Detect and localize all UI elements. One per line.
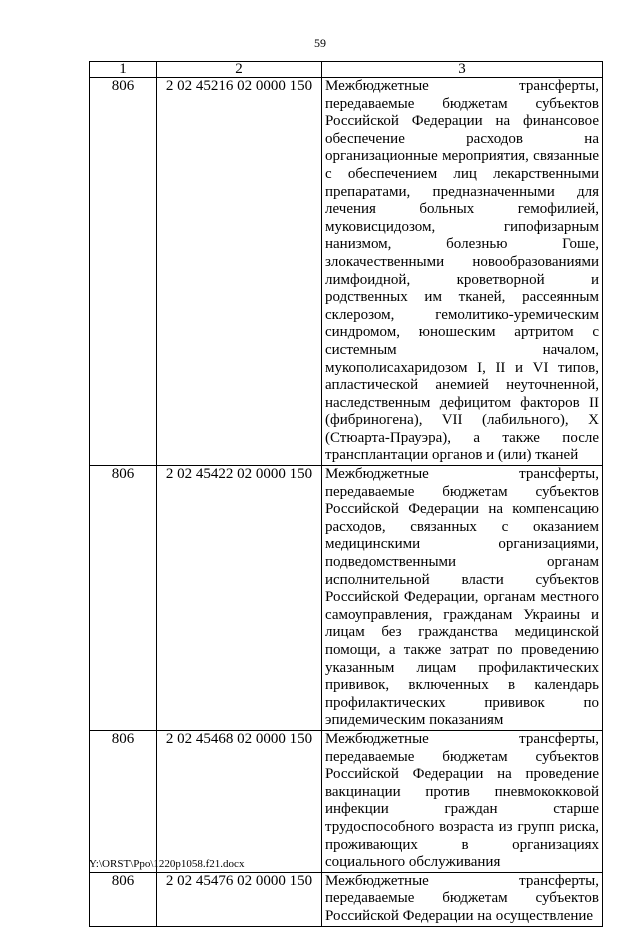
description-cell: Межбюджетные трансферты, передаваемые бюджетам субъектов Российской Федерации на проведение вакцинации против пневмококковой инфекции граждан старше трудоспособного возраста из групп риска, проживающих в организациях социального обслуживания [322, 730, 603, 872]
budget-code-cell: 2 02 45422 02 0000 150 [157, 466, 322, 731]
page-number: 59 [314, 36, 326, 50]
column-header-1: 1 [90, 62, 157, 78]
admin-code-cell: 806 [90, 730, 157, 872]
table-row [90, 78, 603, 466]
budget-code-cell: 2 02 45476 02 0000 150 [157, 872, 322, 926]
budget-code-table [89, 61, 603, 927]
admin-code-cell: 806 [90, 78, 157, 466]
admin-code-cell: 806 [90, 872, 157, 926]
column-header-2: 2 [157, 62, 322, 78]
table-row [90, 730, 603, 872]
admin-code-cell: 806 [90, 466, 157, 731]
description-cell: Межбюджетные трансферты, передаваемые бюджетам субъектов Российской Федерации на финансовое обеспечение расходов на организационные мероприятия, связанные с обеспечением лиц лекарственными препаратами, предназначенными для лечения больных гемофилией, муковисцидозом, гипофизарным нанизмом, болезнью Гоше, злокачественными новообразованиями лимфоидной, кроветворной и родственных им тканей, рассеянным склерозом, гемолитико-уремическим синдромом, юношеским артритом с системным началом, мукополисахаридозом I, II и VI типов, апластической анемией неуточненной, наследственным дефицитом факторов II (фибриногена), VII (лабильного), X (Стюарта-Прауэра), а также после трансплантации органов и (или) тканей [322, 78, 603, 466]
description-cell: Межбюджетные трансферты, передаваемые бюджетам субъектов Российской Федерации на компенсацию расходов, связанных с оказанием медицинскими организациями, подведомственными органам исполнительной власти субъектов Российской Федерации, органам местного самоуправления, гражданам Украины и лицам без гражданства медицинской помощи, а также затрат по проведению указанным лицам профилактических прививок, включенных в календарь профилактических прививок по эпидемическим показаниям [322, 466, 603, 731]
column-header-3: 3 [322, 62, 603, 78]
table-row [90, 872, 603, 926]
table-row [90, 466, 603, 731]
budget-code-cell: 2 02 45216 02 0000 150 [157, 78, 322, 466]
description-cell: Межбюджетные трансферты, передаваемые бюджетам субъектов Российской Федерации на осуществление [322, 872, 603, 926]
budget-code-cell: 2 02 45468 02 0000 150 [157, 730, 322, 872]
table-header-row [90, 62, 603, 78]
file-path-footer: Y:\ORST\Ppo\1220p1058.f21.docx [89, 858, 245, 870]
